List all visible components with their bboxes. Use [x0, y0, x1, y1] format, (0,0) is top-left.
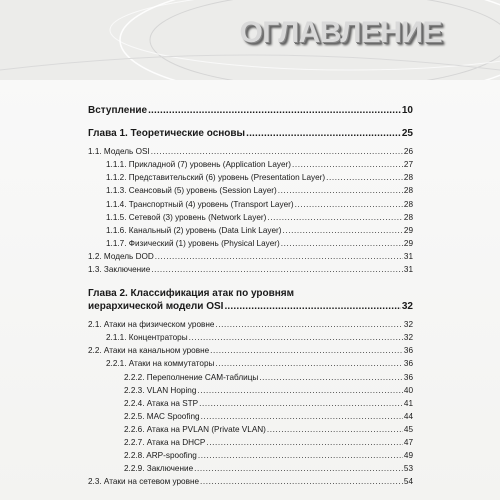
toc-entry-title: 1.2. Модель DOD — [88, 251, 154, 261]
toc-entry[interactable] — [88, 171, 413, 184]
toc-entry[interactable] — [88, 237, 413, 250]
toc-entry-title: 1.1.1. Прикладной (7) уровень (Application Layer) — [106, 160, 292, 170]
toc-leader-dots — [200, 475, 403, 488]
toc-leader-dots — [215, 318, 402, 331]
toc-entry-title: 1.1.3. Сеансовый (5) уровень (Session Layer) — [106, 186, 277, 196]
toc-entry[interactable] — [88, 410, 413, 423]
toc-entry-page: 54 — [403, 477, 413, 487]
toc-chapter-2-page: 32 — [401, 301, 413, 313]
toc-leader-dots — [189, 331, 403, 344]
toc-entry-title: 2.2.5. MAC Spoofing — [124, 411, 200, 421]
toc-chapter-2-title-line2: иерархической модели OSI — [88, 301, 224, 313]
toc-entry-page: 36 — [403, 359, 413, 369]
toc-entry-title: 2.2.8. ARP-spoofing — [124, 451, 197, 461]
toc-entry-page: 44 — [403, 411, 413, 421]
toc-entry[interactable] — [88, 449, 413, 462]
toc-leader-dots — [199, 397, 403, 410]
toc-entry-title: 1.1. Модель OSI — [88, 147, 150, 157]
toc-intro-title: Вступление — [88, 105, 148, 116]
toc-entry-title: 2.2.3. VLAN Hoping — [124, 385, 197, 395]
toc-entry-title: 2.2.2. Переполнение CAM-таблицы — [124, 372, 259, 382]
toc-leader-dots — [281, 237, 403, 250]
toc-entry-title: 1.1.2. Представительский (6) уровень (Presentation Layer) — [106, 173, 326, 183]
toc-leader-dots — [267, 211, 403, 224]
toc-entry-title: 1.1.5. Сетевой (3) уровень (Network Layer) — [106, 212, 267, 222]
toc-entry-page: 49 — [403, 451, 413, 461]
toc-entry-page: 36 — [403, 372, 413, 382]
toc-leader-dots — [151, 263, 403, 276]
toc-entry-title: 2.1. Атаки на физическом уровне — [88, 320, 215, 330]
toc-entry-title: 2.2. Атаки на канальном уровне — [88, 346, 210, 356]
toc-entry-page: 32 — [403, 333, 413, 343]
toc-chapter-1[interactable] — [88, 127, 413, 140]
toc-entry-page: 28 — [403, 173, 413, 183]
toc-entry-title: 2.2.1. Атаки на коммутаторы — [106, 359, 215, 369]
toc-leader-dots — [224, 300, 400, 313]
toc-chapter-2[interactable] — [88, 287, 413, 313]
toc-entry[interactable] — [88, 184, 413, 197]
toc-entry[interactable] — [88, 462, 413, 475]
page-header — [0, 0, 500, 80]
toc-entry-page: 29 — [403, 225, 413, 235]
toc-leader-dots — [326, 171, 403, 184]
toc-entry-title: 1.3. Заключение — [88, 265, 151, 275]
toc-entry-page: 36 — [403, 346, 413, 356]
toc-leader-dots — [194, 462, 403, 475]
toc-leader-dots — [206, 436, 402, 449]
toc-leader-dots — [210, 344, 403, 357]
toc-chapter-1-page: 25 — [401, 128, 413, 140]
toc-entry-title: 2.2.4. Атака на STP — [124, 398, 199, 408]
toc-entry[interactable] — [88, 344, 413, 357]
toc-leader-dots — [246, 127, 401, 140]
toc-leader-dots — [148, 104, 401, 117]
toc-chapter-2-title-row — [88, 300, 413, 313]
toc-entry-title: 2.1.1. Концентраторы — [106, 333, 188, 343]
page-title: ОГЛАВЛЕНИЕ — [239, 16, 442, 49]
toc-leader-dots — [198, 449, 403, 462]
toc-entry[interactable] — [88, 331, 413, 344]
toc-entry[interactable] — [88, 158, 413, 171]
toc-entry[interactable] — [88, 318, 413, 331]
toc-entry-page: 45 — [403, 424, 413, 434]
table-of-contents — [88, 98, 413, 488]
toc-entry-page: 31 — [403, 251, 413, 261]
toc-entry-title: 2.3. Атаки на сетевом уровне — [88, 477, 200, 487]
section-gap — [88, 276, 413, 287]
toc-entry-page: 32 — [403, 320, 413, 330]
toc-entry[interactable] — [88, 436, 413, 449]
toc-leader-dots — [151, 145, 403, 158]
toc-entry-title: 2.2.9. Заключение — [124, 464, 194, 474]
toc-entry-title: 2.2.7. Атака на DHCP — [124, 437, 206, 447]
toc-entry[interactable] — [88, 198, 413, 211]
toc-entry-title: 1.1.4. Транспортный (4) уровень (Transport Layer) — [106, 199, 294, 209]
toc-entry[interactable] — [88, 423, 413, 436]
toc-entry-page: 28 — [403, 186, 413, 196]
toc-entry-page: 41 — [403, 398, 413, 408]
toc-intro[interactable] — [88, 104, 413, 117]
toc-chapter-1-title: Глава 1. Теоретические основы — [88, 128, 246, 140]
toc-entry-page: 27 — [403, 160, 413, 170]
toc-entry[interactable] — [88, 397, 413, 410]
toc-entry-title: 1.1.6. Канальный (2) уровень (Data Link Layer) — [106, 225, 282, 235]
toc-leader-dots — [215, 357, 403, 370]
toc-leader-dots — [278, 184, 403, 197]
toc-entry-page: 28 — [403, 199, 413, 209]
toc-entry[interactable] — [88, 145, 413, 158]
toc-leader-dots — [283, 224, 403, 237]
toc-entry[interactable] — [88, 263, 413, 276]
toc-entry-title: 1.1.7. Физический (1) уровень (Physical Layer) — [106, 238, 280, 248]
toc-entry[interactable] — [88, 384, 413, 397]
toc-entry-page: 29 — [403, 238, 413, 248]
toc-leader-dots — [295, 198, 403, 211]
toc-entry[interactable] — [88, 224, 413, 237]
toc-leader-dots — [197, 384, 403, 397]
toc-entry[interactable] — [88, 475, 413, 488]
toc-leader-dots — [267, 423, 403, 436]
toc-entry[interactable] — [88, 211, 413, 224]
toc-entry[interactable] — [88, 357, 413, 370]
toc-chapter-2-entries — [88, 318, 413, 488]
toc-chapter-1-entries — [88, 145, 413, 276]
toc-entry-page: 53 — [403, 464, 413, 474]
toc-leader-dots — [292, 158, 403, 171]
toc-entry-page: 28 — [403, 212, 413, 222]
toc-entry-page: 26 — [403, 147, 413, 157]
toc-leader-dots — [259, 371, 403, 384]
toc-entry-page: 40 — [403, 385, 413, 395]
toc-leader-dots — [155, 250, 403, 263]
toc-entry[interactable] — [88, 250, 413, 263]
toc-leader-dots — [201, 410, 403, 423]
toc-entry-page: 47 — [403, 437, 413, 447]
toc-entry-page: 31 — [403, 265, 413, 275]
toc-entry[interactable] — [88, 371, 413, 384]
toc-intro-page: 10 — [401, 105, 413, 116]
toc-chapter-2-title-line1: Глава 2. Классификация атак по уровням — [88, 288, 295, 300]
toc-entry-title: 2.2.6. Атака на PVLAN (Private VLAN) — [124, 424, 266, 434]
